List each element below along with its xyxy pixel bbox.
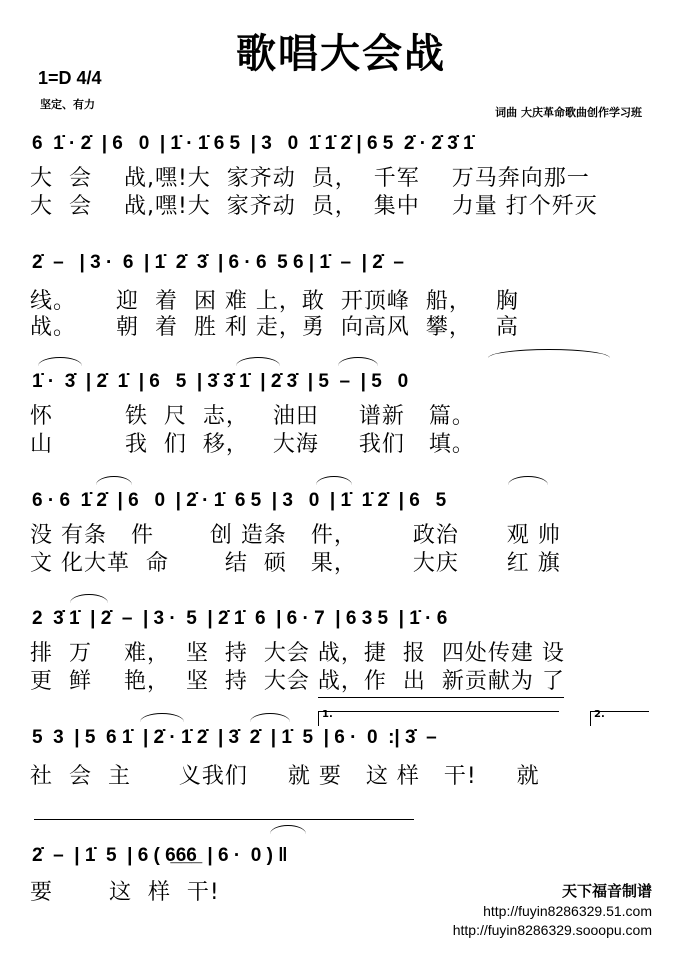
lyric-verse-1: 怀 铁 尺 志， 油田 谱新 篇。	[30, 404, 475, 429]
source-url-1[interactable]: http://fuyin8286329.51.com	[483, 903, 652, 919]
credit-line: 词曲 大庆革命歌曲创作学习班	[495, 106, 642, 119]
slur-mark	[96, 476, 132, 485]
lyric-verse-2: 山 我 们 移， 大海 我们 填。	[30, 432, 475, 457]
slur-mark	[70, 594, 108, 603]
lyric-verse-1: 排 万 难， 坚 持 大会 战，捷 报 四处传建 设	[30, 641, 565, 666]
notation-line	[20, 133, 670, 163]
notation-line	[20, 727, 670, 757]
slur-mark	[236, 357, 280, 366]
notation-text: 6 1̇ · 2̇ | 6 0 | 1̇ · 1̇ 6 5 | 3 0 1̇ 1̇ 2̇ | 6 5 2̇ · 2̇ 3̇ 1̇	[32, 133, 474, 154]
lyric-verse-1: 没 有条 件 创 造条 件， 政治 观 帅	[30, 523, 561, 548]
slur-mark	[316, 476, 352, 485]
notation-text: 2̇ – | 3 · 6 | 1̇ 2̇ 3̇ | 6 · 6 5 6 | 1̇ – | 2̇ –	[32, 252, 404, 273]
source-url-2[interactable]: http://fuyin8286329.sooopu.com	[452, 922, 652, 938]
slur-mark	[338, 357, 378, 366]
notation-line	[20, 371, 670, 401]
lyric-verse-1: 社 会 主 义我们 就 要 这 样 干! 就	[30, 764, 540, 789]
lyric-verse-2: 大 会 战,嘿!大 家齐动 员， 集中 力量 打个歼灭	[30, 194, 598, 219]
lyric-verse-2: 更 鲜 艳， 坚 持 大会 战，作 出 新贡献为 了	[30, 669, 565, 694]
slur-mark	[488, 349, 610, 358]
slur-mark	[270, 825, 306, 834]
lyric-verse-1: 线。 迎 着 困 难 上，敢 开顶峰 船， 胸	[30, 289, 519, 314]
slur-mark	[140, 713, 184, 722]
lyric-verse-2: 战。 朝 着 胜 利 走，勇 向高风 攀， 高	[30, 315, 519, 340]
notation-text: 2̇ – | 1̇ 5 | 6 ( 6̲6̲6̲ | 6 · 0 ) ‖	[32, 845, 288, 866]
notation-line	[20, 490, 670, 520]
volta-bracket-1	[318, 711, 559, 726]
notation-text: 6 · 6 1̇ 2̇ | 6 0 | 2̇ · 1̇ 6 5 | 3 0 | 1̇ 1̇ 2̇ | 6 5	[32, 490, 447, 511]
slur-mark	[38, 357, 82, 366]
volta-label-2: 2.	[594, 709, 605, 720]
key-signature: 1=D 4/4	[38, 68, 102, 88]
notation-line	[20, 845, 670, 875]
notation-line	[20, 252, 670, 282]
lyric-verse-1: 大 会 战,嘿!大 家齐动 员， 千军 万马奔向那一	[30, 166, 590, 191]
volta-line	[318, 697, 564, 698]
tempo-marking: 坚定、有力	[40, 98, 95, 111]
slur-mark	[508, 476, 548, 485]
lyric-verse-2: 文 化大革 命 结 硕 果， 大庆 红 旗	[30, 551, 561, 576]
notation-text: 5 3 | 5 6 1̇ | 2̇ · 1̇ 2̇ | 3̇ 2̇ | 1̇ 5 | 6 · 0 :| 3̇ –	[32, 727, 437, 748]
notation-text: 1̇ · 3̇ | 2̇ 1̇ | 6 5 | 3̇ 3̇ 1̇ | 2̇ 3̇ | 5 – | 5 0	[32, 371, 409, 392]
lyric-verse-1: 要 这 样 干!	[30, 880, 220, 905]
slur-mark	[250, 713, 290, 722]
volta-label-1: 1.	[322, 709, 333, 720]
publisher-label: 天下福音制谱	[561, 882, 652, 900]
notation-line	[20, 608, 670, 638]
volta-line	[34, 819, 414, 820]
notation-text: 2 3̇ 1̇ | 2̇ – | 3 · 5 | 2̇ 1̇ 6 | 6 · 7 | 6 3 5 | 1̇ · 6	[32, 608, 448, 629]
song-title: 歌唱大会战	[236, 31, 446, 77]
